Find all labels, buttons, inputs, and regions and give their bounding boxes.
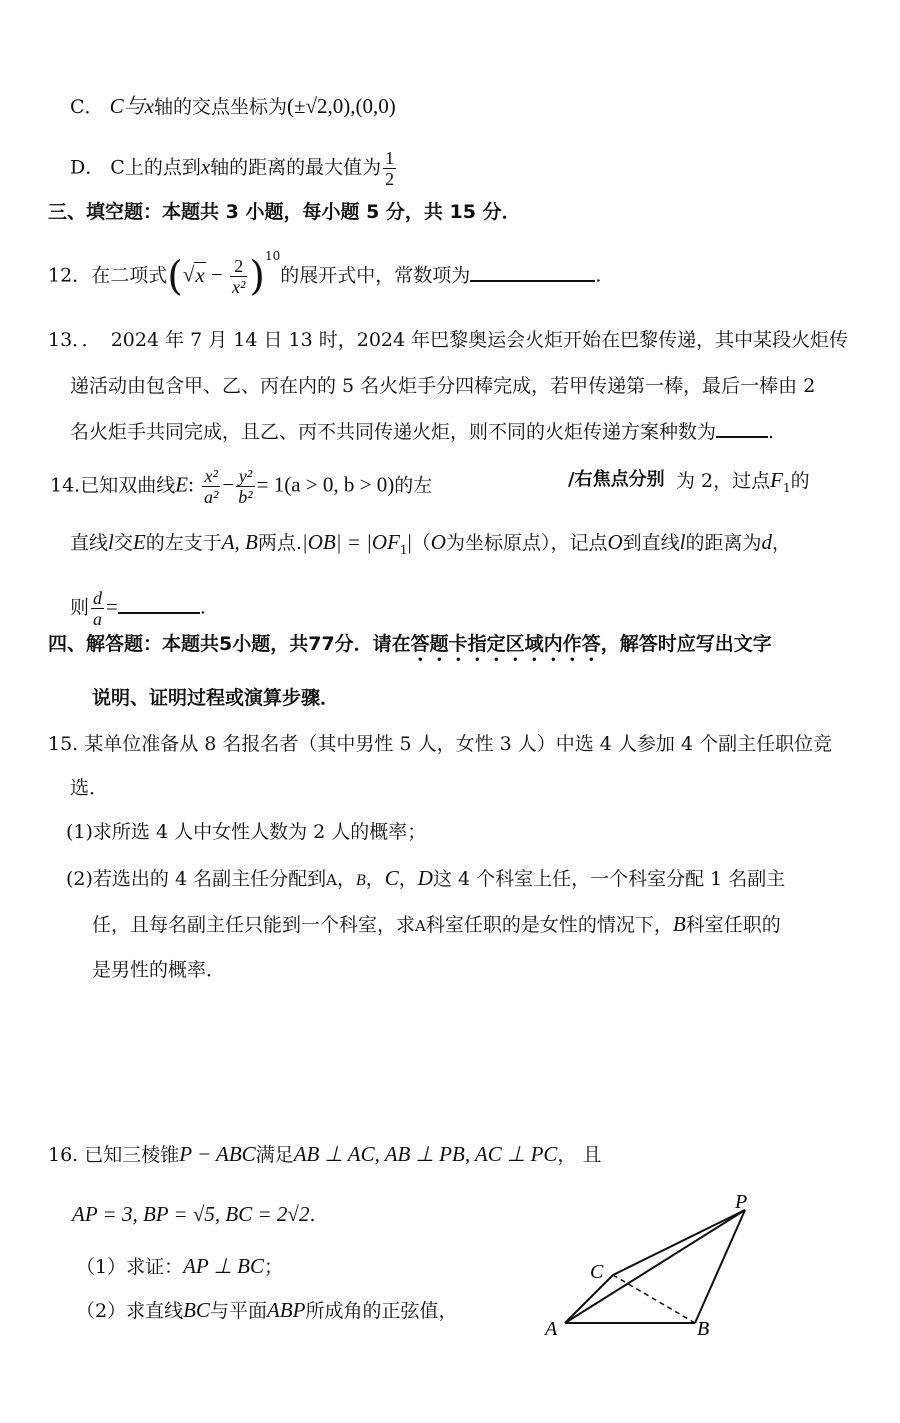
question-13-line-3: 名火炬手共同完成，且乙、丙不共同传递火炬，则不同的火炬传递方案种数为 . bbox=[70, 421, 775, 443]
label-a: A bbox=[545, 1318, 558, 1340]
option-c-text2: 轴的交点坐标为 bbox=[153, 96, 287, 118]
option-d-var: x bbox=[200, 154, 211, 179]
q12-post: 的展开式中，常数项为 bbox=[280, 264, 471, 287]
option-d-text: C上的点到 bbox=[110, 156, 201, 179]
question-16-part-2: （2）求直线BC与平面ABP所成角的正弦值， bbox=[76, 1298, 458, 1322]
q14-frac-y: $\frac{\text{y²}}{\text{b²}}$ bbox=[238, 466, 253, 507]
option-c bbox=[70, 92, 396, 121]
edge-bp bbox=[695, 1210, 745, 1323]
option-d-fraction: $\frac{1}{2}$ bbox=[385, 148, 395, 189]
question-16-part-1: （1）求证：AP ⊥ BC； bbox=[76, 1254, 284, 1278]
label-b: B bbox=[697, 1318, 710, 1340]
edge-cp bbox=[613, 1210, 745, 1275]
label-c: C bbox=[590, 1261, 604, 1283]
question-16-line-1: 16. 已知三棱锥P − ABC满足AB ⊥ AC, AB ⊥ PB, AC ⊥ PC， 且 bbox=[48, 1142, 602, 1166]
section-4-title-line-2: 说明、证明过程或演算步骤． bbox=[92, 687, 340, 709]
question-14-line-1: 14.已知双曲线E: $\frac{\text{x²}}{\text{a²}}$ − $\frac{\text{y²}}{\text{b²}}$ = 1(a > 0, b > 0)的左 bbox=[50, 466, 433, 507]
section-4-title-line-1: 四、解答题：本题共5小题，共77分．请在答题卡指定区域内作答，解答时应写出文字 bbox=[48, 633, 772, 655]
q12-sqrt: x bbox=[195, 262, 205, 287]
question-14-line-2: 直线l交E的左支于A, B两点$.|OB| = |OF_1|(O$为坐标原点），记点O到直线l的距离为d， bbox=[70, 530, 792, 557]
q14-answer-blank[interactable] bbox=[118, 611, 200, 614]
option-c-label: C． bbox=[70, 96, 104, 118]
q12-number: 12． bbox=[48, 264, 92, 287]
edge-cb-hidden bbox=[613, 1275, 695, 1323]
option-c-math: (±√2,0),(0,0) bbox=[286, 94, 396, 118]
q14-d-over-a: $\frac{d}{a}$ bbox=[93, 588, 103, 629]
question-15-part-2-line-3: 是男性的概率． bbox=[92, 959, 226, 981]
q13-line-1: 2024 年 7 月 14 日 13 时，2024 年巴黎奥运会火炬开始在巴黎传递，其中某段火炬传 bbox=[110, 329, 849, 351]
option-d-text2: 轴的距离的最大值为 bbox=[210, 156, 382, 179]
section-3-title: 三、填空题：本题共 3 小题，每小题 5 分，共 15 分． bbox=[48, 201, 521, 223]
question-15-part-2-line-1: (2)若选出的 4 名副主任分配到A，B，C，D这 4 个科室上任，一个科室分配 1 名副主 bbox=[66, 866, 786, 890]
label-p: P bbox=[735, 1191, 748, 1213]
question-16-line-2: AP = 3, BP = √5, BC = 2√2. bbox=[72, 1202, 316, 1226]
q12-pre: 在二项式 bbox=[91, 264, 168, 287]
tetrahedron-figure bbox=[540, 1190, 770, 1350]
q13-answer-blank[interactable] bbox=[716, 435, 768, 438]
q13-number: 13．． bbox=[48, 329, 101, 351]
option-c-var: x bbox=[144, 94, 154, 118]
question-13-line-1 bbox=[48, 326, 848, 354]
question-12: 12．在二项式(√x − $\frac{2}{\text{x²}}$ )$^{10}$的展开式中，常数项为 . bbox=[48, 249, 602, 300]
q14-garbled-text: /右焦点分别 bbox=[568, 469, 665, 490]
q12-answer-blank[interactable] bbox=[470, 279, 595, 282]
edge-ac bbox=[565, 1275, 613, 1323]
option-c-text: C与 bbox=[109, 94, 145, 118]
q14-line-1-rest: 为 2，过点$F_1$的 bbox=[676, 468, 810, 495]
question-13-line-2: 递活动由包含甲、乙、丙在内的 5 名火炬手分四棒完成，若甲传递第一棒，最后一棒由 2 bbox=[70, 375, 816, 397]
question-15-part-1: (1)求所选 4 人中女性人数为 2 人的概率； bbox=[66, 821, 427, 843]
question-15-part-2-line-2: 任，且每名副主任只能到一个科室，求A科室任职的是女性的情况下，B科室任职的 bbox=[92, 912, 781, 936]
question-14-line-3: 则 $\frac{d}{a}$ = . bbox=[70, 588, 206, 629]
question-15-line-1: 15. 某单位准备从 8 名报名者（其中男性 5 人，女性 3 人）中选 4 人参加 4 个副主任职位竞 bbox=[48, 733, 833, 755]
option-d-label: D． bbox=[70, 156, 105, 179]
option-d bbox=[70, 148, 398, 189]
q12-fraction: $\frac{2}{\text{x²}}$ bbox=[232, 256, 246, 297]
question-15-line-2: 选． bbox=[70, 777, 109, 799]
q12-exponent: 10 bbox=[265, 249, 281, 264]
q14-frac-x: $\frac{\text{x²}}{\text{a²}}$ bbox=[203, 466, 219, 507]
